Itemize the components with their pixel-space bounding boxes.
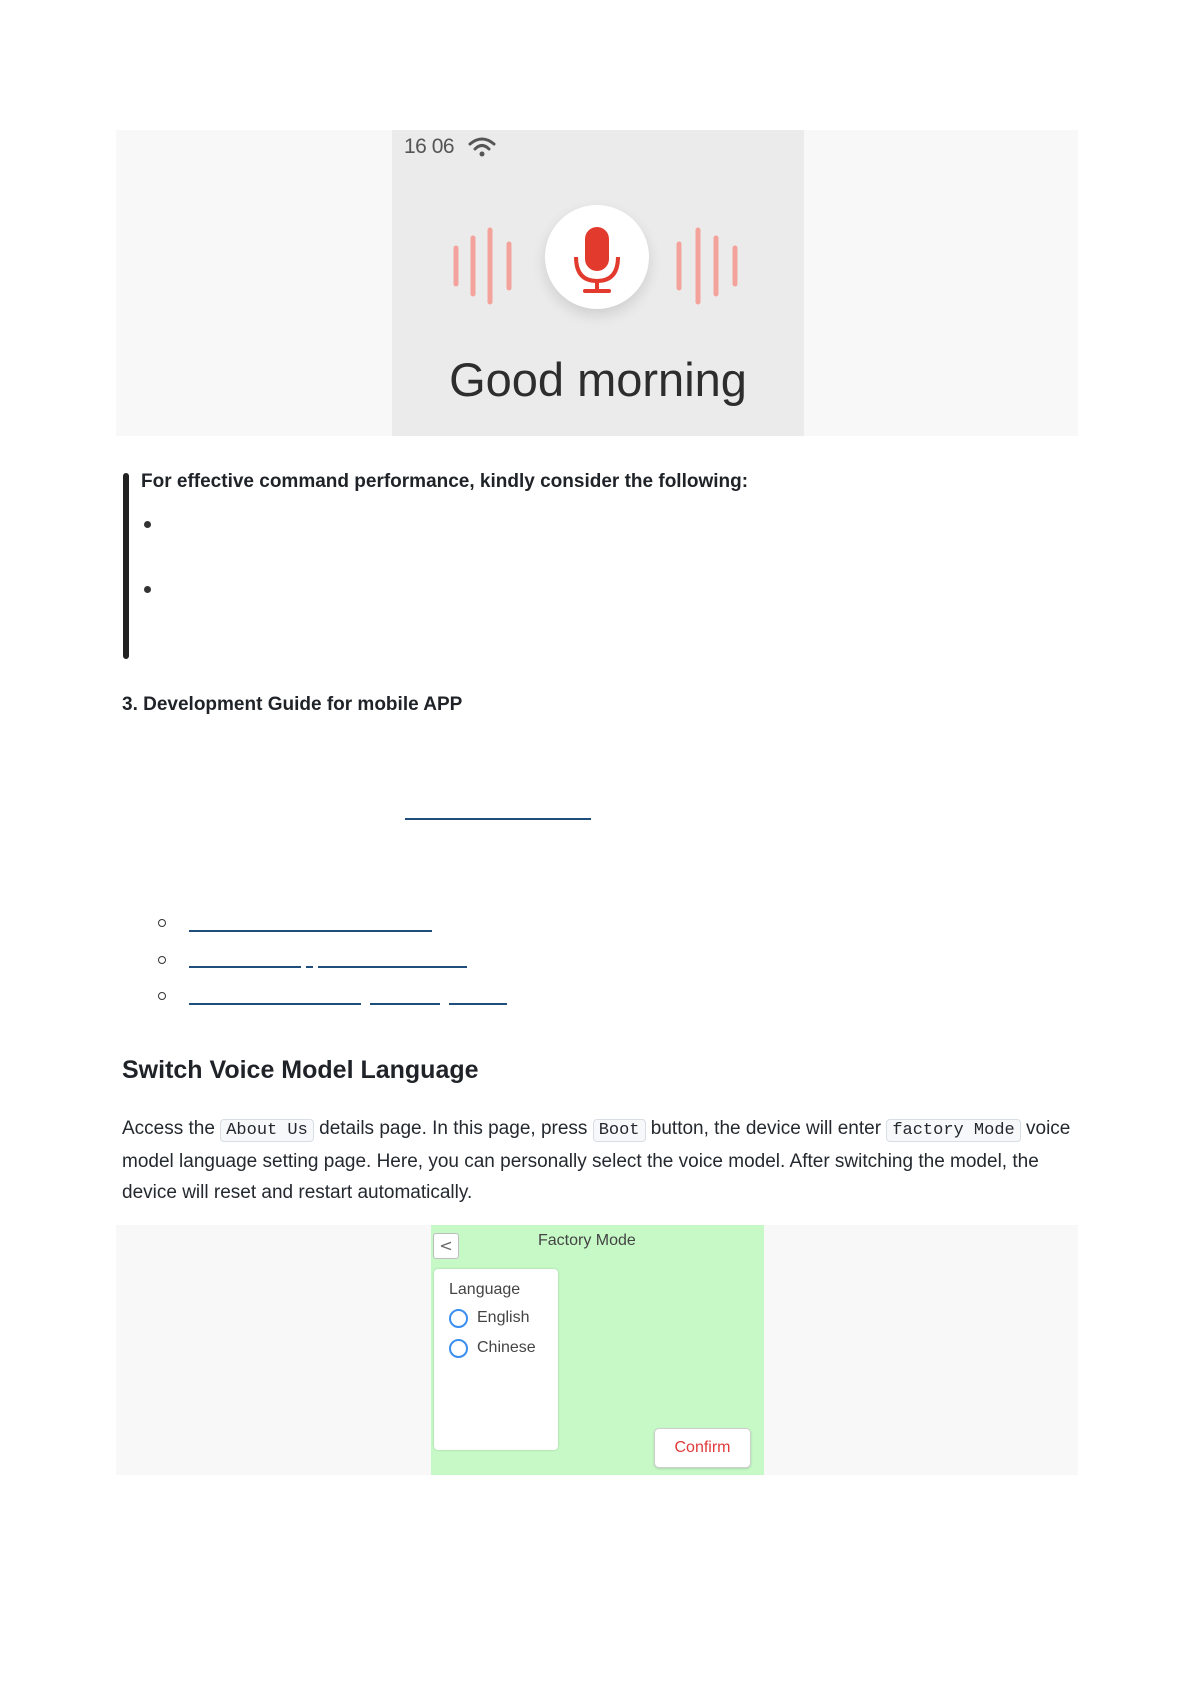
confirm-button[interactable]: Confirm (654, 1428, 751, 1468)
code-factory-mode: factory Mode (886, 1119, 1020, 1142)
factory-mode-screenshot (431, 1225, 764, 1475)
link[interactable] (370, 1003, 440, 1005)
status-time: 16 06 (404, 135, 455, 158)
section-heading-dev-guide: 3. Development Guide for mobile APP (122, 694, 463, 715)
option-label: Chinese (477, 1339, 536, 1356)
code-boot: Boot (593, 1119, 646, 1142)
microphone-icon (545, 205, 649, 309)
switch-instructions-paragraph (122, 1113, 1082, 1208)
bullet-point (144, 521, 151, 528)
sound-wave-right-icon (675, 226, 741, 311)
link[interactable] (318, 966, 467, 968)
text: button, the device will enter (645, 1118, 887, 1139)
text: Access the (122, 1118, 221, 1139)
callout-title: For effective command performance, kindly consider the following: (141, 471, 749, 492)
callout-border (123, 473, 129, 659)
option-label: English (477, 1309, 530, 1326)
sub-bullet (158, 919, 166, 927)
language-label: Language (449, 1281, 521, 1298)
text: details page. In this page, press (313, 1118, 593, 1139)
sub-bullet (158, 956, 166, 964)
text: voice model language setting page. Here, you can personally select the voice model. After switching the model, the device will reset and restart automatically. (122, 1118, 1071, 1203)
microphone-button[interactable] (545, 205, 649, 309)
radio-button[interactable] (449, 1309, 468, 1328)
link[interactable] (189, 930, 432, 932)
sound-wave-left-icon (452, 226, 518, 311)
language-panel (434, 1269, 558, 1450)
back-button[interactable]: < (433, 1233, 459, 1259)
link[interactable] (405, 818, 591, 820)
greeting-text: Good morning (449, 353, 747, 406)
link[interactable] (306, 966, 313, 968)
section-heading-switch-voice: Switch Voice Model Language (122, 1056, 479, 1084)
factory-mode-title: Factory Mode (538, 1232, 636, 1249)
link[interactable] (449, 1003, 507, 1005)
sub-bullet (158, 992, 166, 1000)
voice-assistant-screenshot (392, 130, 804, 436)
bullet-point (144, 586, 151, 593)
link[interactable] (189, 1003, 361, 1005)
wifi-icon (468, 136, 496, 163)
code-about-us: About Us (220, 1119, 314, 1142)
radio-button[interactable] (449, 1339, 468, 1358)
link[interactable] (189, 966, 301, 968)
